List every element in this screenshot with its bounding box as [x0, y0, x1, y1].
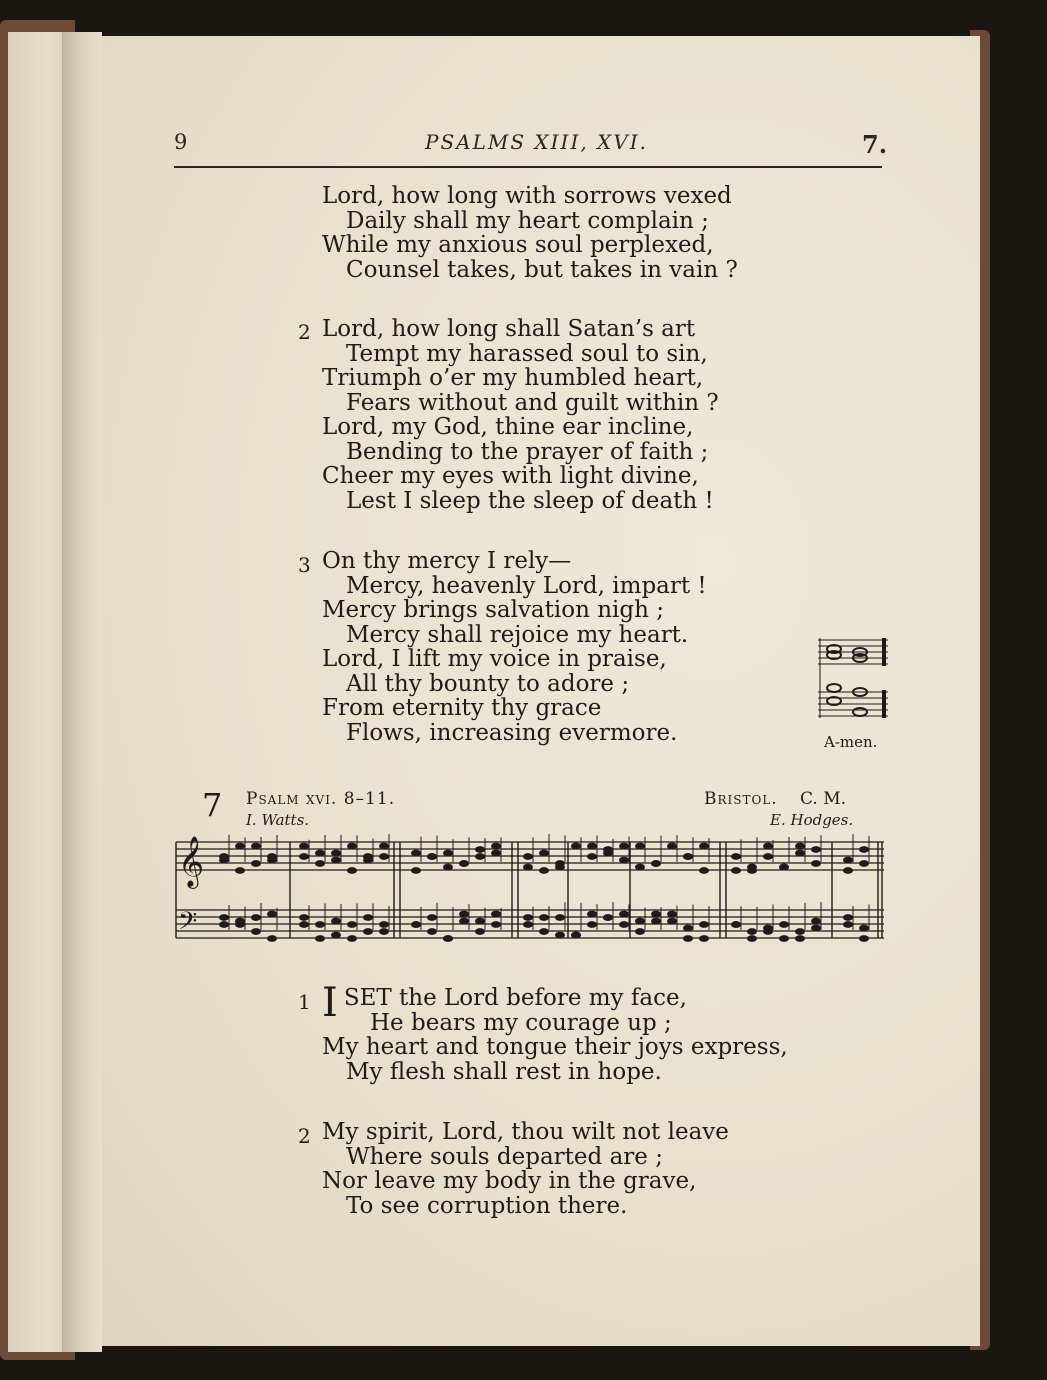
note-head [315, 921, 325, 928]
note-head [619, 921, 629, 928]
note-head [411, 921, 421, 928]
meter: C. M. [800, 789, 847, 809]
note-head [699, 935, 709, 942]
verse-line: Where souls departed are ; [346, 1143, 663, 1170]
bass-clef-icon: 𝄢 [178, 907, 198, 942]
note-head [843, 921, 853, 928]
note-head [219, 857, 229, 864]
note-head [379, 843, 389, 850]
drop-cap: I [322, 980, 338, 1026]
page-gutter [62, 32, 102, 1352]
note-head [635, 918, 645, 925]
composer: E. Hodges. [770, 811, 854, 829]
note-head [699, 843, 709, 850]
note-head [763, 843, 773, 850]
psalm-reference-text: Psalm xvi. 8–11. [246, 789, 396, 809]
note-head [747, 935, 757, 942]
note-head [779, 935, 789, 942]
stanza-number: 1 [298, 990, 311, 1014]
note-head [299, 843, 309, 850]
verse-line: Triumph o’er my humbled heart, [322, 365, 704, 391]
note-head [683, 853, 693, 860]
verse-line: He bears my courage up ; [370, 1009, 672, 1036]
note-head [843, 857, 853, 864]
note-head [523, 921, 533, 928]
note-head [555, 932, 565, 939]
note-head [539, 928, 549, 935]
note-head [811, 918, 821, 925]
note-head [587, 843, 597, 850]
note-head [475, 846, 485, 853]
verse-line: Counsel takes, but takes in vain ? [346, 256, 738, 283]
verse-line: Daily shall my heart complain ; [346, 207, 709, 234]
note-head [299, 921, 309, 928]
verse-line: To see corruption there. [346, 1192, 628, 1219]
note-head [635, 864, 645, 871]
verse-line: Mercy brings salvation nigh ; [322, 597, 664, 623]
note-head [731, 867, 741, 874]
note-head [539, 850, 549, 857]
note-head [619, 843, 629, 850]
note-head [491, 921, 501, 928]
psalm13-stanza-3 [322, 549, 707, 745]
note-head [459, 911, 469, 918]
note-head [843, 867, 853, 874]
verse-line: Bending to the prayer of faith ; [346, 438, 709, 465]
hymn-number: 7 [202, 786, 223, 824]
verse-line: Cheer my eyes with light divine, [322, 463, 699, 489]
note-head [315, 935, 325, 942]
note-head [747, 928, 757, 935]
verse-line: My heart and tongue their joys express, [322, 1034, 788, 1060]
note-head [795, 850, 805, 857]
note-head [731, 921, 741, 928]
note-head [363, 928, 373, 935]
stanza-number: 2 [298, 1124, 311, 1148]
note-head [699, 867, 709, 874]
verse-line: Mercy, heavenly Lord, impart ! [346, 572, 707, 599]
note-head [683, 925, 693, 932]
note-head [619, 857, 629, 864]
stanza-number: 3 [298, 553, 311, 577]
note-head [315, 850, 325, 857]
note-head [667, 918, 677, 925]
note-head [443, 935, 453, 942]
verse-line: Tempt my harassed soul to sin, [346, 340, 708, 367]
verse-line: Lord, how long with sorrows vexed [322, 183, 732, 209]
note-head [619, 911, 629, 918]
note-head [411, 867, 421, 874]
verse-line: Lord, I lift my voice in praise, [322, 646, 667, 672]
note-head [299, 853, 309, 860]
note-head [843, 914, 853, 921]
verse-line: While my anxious soul perplexed, [322, 232, 714, 258]
note-head [491, 911, 501, 918]
note-head [587, 911, 597, 918]
note-head [779, 864, 789, 871]
tune-name [704, 789, 778, 809]
hymn7-stanza-2 [322, 1120, 729, 1218]
note-head [475, 928, 485, 935]
note-head [219, 921, 229, 928]
note-head [795, 935, 805, 942]
verse-line: Lord, how long shall Satan’s art [322, 316, 696, 342]
note-head [859, 935, 869, 942]
note-head [347, 921, 357, 928]
note-head [587, 853, 597, 860]
note-head [859, 925, 869, 932]
note-head [267, 935, 277, 942]
header-rule [174, 166, 882, 168]
verse-line: My spirit, Lord, thou wilt not leave [322, 1119, 729, 1145]
note-head [347, 843, 357, 850]
note-head [811, 860, 821, 867]
note-head [411, 850, 421, 857]
note-head [635, 928, 645, 935]
note-head [299, 914, 309, 921]
note-head [427, 928, 437, 935]
note-head [539, 867, 549, 874]
note-head [219, 914, 229, 921]
note-head [475, 853, 485, 860]
note-head [363, 853, 373, 860]
note-head [667, 843, 677, 850]
note-head [795, 843, 805, 850]
note-head [523, 914, 533, 921]
note-head [587, 921, 597, 928]
note-head [331, 932, 341, 939]
note-head [427, 914, 437, 921]
note-head [427, 853, 437, 860]
note-head [571, 932, 581, 939]
note-head [267, 911, 277, 918]
page-title: PSALMS XIII, XVI. [425, 130, 649, 154]
note-head [475, 918, 485, 925]
note-head [251, 928, 261, 935]
note-head [555, 864, 565, 871]
note-head [315, 860, 325, 867]
page-number: 9 [174, 130, 188, 154]
note-head [331, 850, 341, 857]
note-head [763, 853, 773, 860]
note-head [763, 928, 773, 935]
note-head [347, 935, 357, 942]
note-head [747, 867, 757, 874]
note-head [459, 918, 469, 925]
note-head [459, 860, 469, 867]
amen-label: A-men. [824, 733, 878, 751]
note-head [859, 846, 869, 853]
note-head [523, 853, 533, 860]
note-head [651, 911, 661, 918]
verse-line: From eternity thy grace [322, 695, 602, 721]
amen-notation [818, 630, 890, 730]
note-head [603, 914, 613, 921]
hymn7-stanza-1 [322, 980, 788, 1085]
note-head [251, 860, 261, 867]
note-head [811, 846, 821, 853]
note-head [491, 850, 501, 857]
note-head [779, 921, 789, 928]
note-head [251, 843, 261, 850]
note-head [731, 853, 741, 860]
psalm13-stanza-1 [322, 184, 738, 282]
note-head [331, 857, 341, 864]
verse-line: Flows, increasing evermore. [346, 719, 678, 746]
author: I. Watts. [246, 811, 310, 829]
note-head [379, 928, 389, 935]
note-head [683, 935, 693, 942]
note-head [811, 925, 821, 932]
treble-clef-icon: 𝄞 [178, 836, 205, 887]
verse-line: Lest I sleep the sleep of death ! [346, 487, 714, 514]
note-head [859, 860, 869, 867]
note-head [523, 864, 533, 871]
verse-line: Nor leave my body in the grave, [322, 1168, 697, 1194]
note-head [235, 918, 245, 925]
music-score [172, 826, 888, 966]
verse-line-first-rest: SET the Lord before my face, [343, 985, 687, 1011]
note-head [651, 918, 661, 925]
verse-line: Mercy shall rejoice my heart. [346, 621, 689, 648]
note-head [251, 914, 261, 921]
note-head [331, 918, 341, 925]
psalm13-stanza-2 [322, 317, 719, 513]
note-head [795, 928, 805, 935]
note-head [491, 843, 501, 850]
note-head [347, 867, 357, 874]
verse-line: Fears without and guilt within ? [346, 389, 719, 416]
note-head [443, 850, 453, 857]
verse-line: Lord, my God, thine ear incline, [322, 414, 694, 440]
verse-line: All thy bounty to adore ; [346, 670, 630, 697]
note-head [235, 867, 245, 874]
note-head [699, 921, 709, 928]
note-head [539, 914, 549, 921]
note-head [379, 921, 389, 928]
psalm-reference [246, 789, 395, 809]
note-head [555, 914, 565, 921]
note-head [235, 843, 245, 850]
verse-line: On thy mercy I rely— [322, 548, 572, 574]
note-head [267, 853, 277, 860]
note-head [571, 843, 581, 850]
note-head [667, 911, 677, 918]
note-head [363, 914, 373, 921]
verse-line: My flesh shall rest in hope. [346, 1058, 662, 1085]
note-head [603, 850, 613, 857]
stanza-number: 2 [298, 320, 311, 344]
tune-name-text: Bristol. [704, 789, 778, 809]
hymn-marker: 7. [862, 130, 888, 159]
note-head [443, 864, 453, 871]
note-head [651, 860, 661, 867]
note-head [379, 853, 389, 860]
note-head [635, 843, 645, 850]
